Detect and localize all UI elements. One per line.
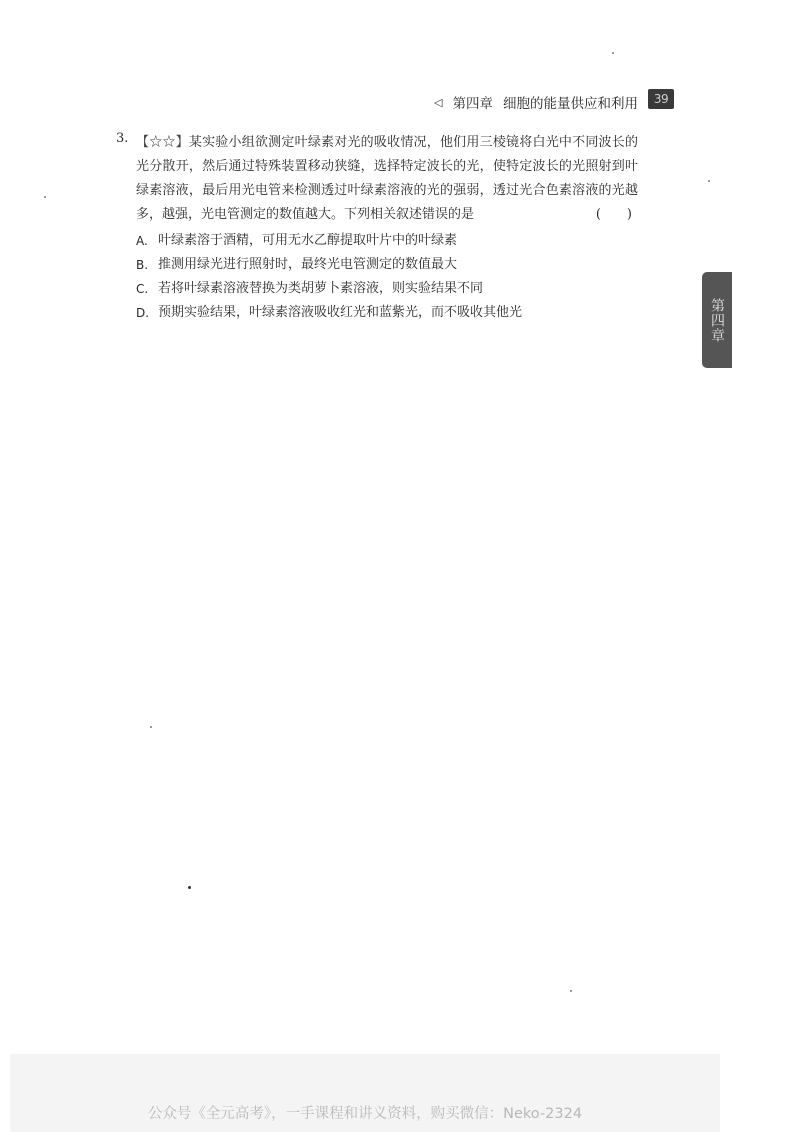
side-tab-label: 第四章 [709, 297, 725, 343]
difficulty-stars: 【☆☆】 [136, 135, 189, 150]
stem-text: 某实验小组欲测定叶绿素对光的吸收情况，他们用三棱镜将白光中不同波长的光分散开，然后通过特殊装置移动狭缝，选择特定波长的光，使特定波长的光照射到叶绿素溶液，最后用光电管来检测透过叶绿素溶液的光的强弱，透过光合色素溶液的光越多，越强，光电管测定的数值越大。下列相关叙述错误的是 [136, 135, 638, 222]
option-letter: C. [136, 282, 149, 296]
option-text: 推测用绿光进行照射时，最终光电管测定的数值最大 [158, 257, 458, 272]
option-letter: D. [136, 306, 150, 320]
scan-speck [570, 990, 572, 992]
option-a [136, 229, 638, 253]
question-stem [116, 131, 638, 227]
options-list [136, 229, 638, 325]
option-text: 若将叶绿素溶液替换为类胡萝卜素溶液，则实验结果不同 [158, 281, 484, 296]
page-number: 39 [648, 89, 674, 109]
answer-blank: ( ) [595, 207, 632, 222]
option-b [136, 253, 638, 277]
option-text: 叶绿素溶于酒精，可用无水乙醇提取叶片中的叶绿素 [158, 233, 458, 248]
scan-speck [188, 886, 191, 889]
question-3 [116, 131, 638, 325]
option-letter: A. [136, 234, 148, 248]
chapter-title: 第四章 [452, 96, 493, 112]
scan-speck [150, 726, 152, 728]
scan-speck [44, 196, 46, 198]
option-letter: B. [136, 258, 149, 272]
watermark-footer [10, 1054, 720, 1132]
option-text: 预期实验结果，叶绿素溶液吸收红光和蓝紫光，而不吸收其他光 [158, 305, 523, 320]
triangle-marker-icon: ◁ [434, 95, 443, 109]
chapter-side-tab [702, 272, 732, 368]
watermark-text: 公众号《全元高考》，一手课程和讲义资料，购买微信：Neko-2324 [147, 1106, 583, 1122]
option-d [136, 301, 638, 325]
question-number: 3. [116, 131, 129, 146]
scan-speck [708, 180, 710, 182]
scan-speck [612, 52, 614, 54]
running-header [434, 92, 669, 112]
option-c [136, 277, 638, 301]
section-title: 细胞的能量供应和利用 [503, 96, 638, 112]
